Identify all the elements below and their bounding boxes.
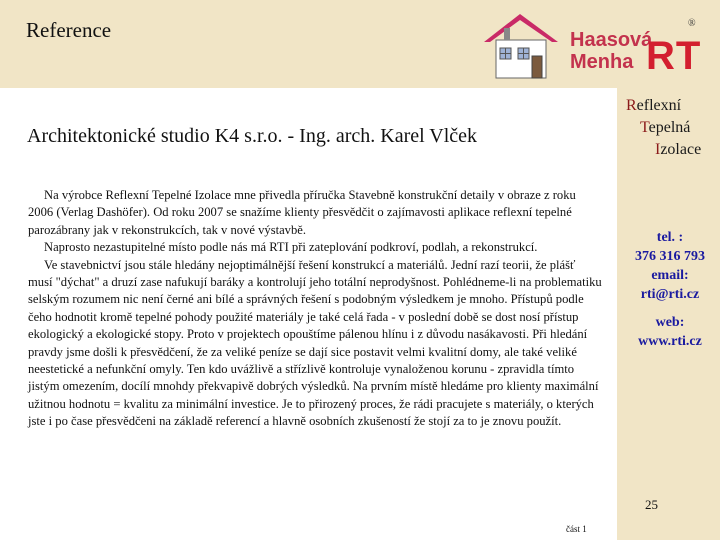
contact-tel: 376 316 793 (635, 249, 705, 264)
house-logo-icon (478, 8, 570, 82)
logo-line-2: Menha (570, 51, 634, 73)
page-title: Reference (26, 18, 112, 42)
company-logo (478, 8, 710, 82)
contact-web-label: web: (655, 315, 685, 330)
part-label: část 1 (566, 524, 587, 534)
contact-email-label: email: (651, 268, 689, 283)
contact-email[interactable]: rti@rti.cz (640, 287, 700, 302)
logo-line-1: Haasová (570, 29, 653, 51)
contact-web[interactable]: www.rti.cz (638, 334, 702, 349)
reference-body (28, 187, 602, 431)
contact-tel-label: tel. : (656, 230, 684, 245)
reference-heading: Architektonické studio K4 s.r.o. - Ing. arch. Karel Vlček (27, 125, 478, 147)
page-number: 25 (645, 497, 658, 512)
rti-word-reflexni: Reflexní (626, 97, 682, 114)
logo-registered: ® (688, 18, 696, 29)
logo-mark: RT (646, 34, 702, 78)
rti-word-tepelna: Tepelná (640, 119, 691, 136)
paragraph-1: Na výrobce Reflexní Tepelné Izolace mne přivedla příručka Stavebně konstrukční detaily v obraze z roku 2006 (Verlag Dashöfer). Od roku 2007 se snažíme klienty přesvědčit o zajímavosti aplikace reflexní tepelné parozábrany jak v rekonstrukcích, tak v nové výstavbě. (28, 188, 576, 237)
rti-word-izolace: Izolace (655, 141, 702, 158)
paragraph-2: Naprosto nezastupitelné místo podle nás má RTI při zateplování podkroví, podlah, a rekonstrukcí. (44, 240, 538, 255)
paragraph-3: Ve stavebnictví jsou stále hledány nejoptimálnější řešení konstrukcí a materiálů. Jední razí teorii, že plášť musí "dýchat" a druzí zase nafukují baráky a kontrolují jeho totální neprodyšnost. Pohlédneme-li na problematiku selským rozumem nic není černé ani bílé a správných řešení s podobným výsledkem je mnoho. Přístupů podle čeho hodnotit kromě tepelné pohody použité materiály je také celá řada - v poslední době se dost nosí přístup ekologický a ekologické stopy. Proto v projektech opouštíme pálenou hlínu i z důvodu nasákavosti. Při hledání pravdy jsme došli k přesvědčení, že za veliké peníze se dají sice postavit velmi kvalitní domy, ale také veliké neestetické a nefunkční omyly. Ten kdo uvážlivě a střízlivě kontroluje vynaloženou korunu - zpravidla tímto jistým omezením, docílí mnohdy překvapivě dobrých výsledků. Na prvním místě hledáme pro klienty maximální užitnou hodnotu = kvalitu za minimální investice. Je to přirozený proces, že rádi pracujete s materiály, o kterých jste i po čase přesvědčeni na základě referencí a hlavně osobních zkušeností že stojí za to je znovu použít. (28, 257, 602, 429)
